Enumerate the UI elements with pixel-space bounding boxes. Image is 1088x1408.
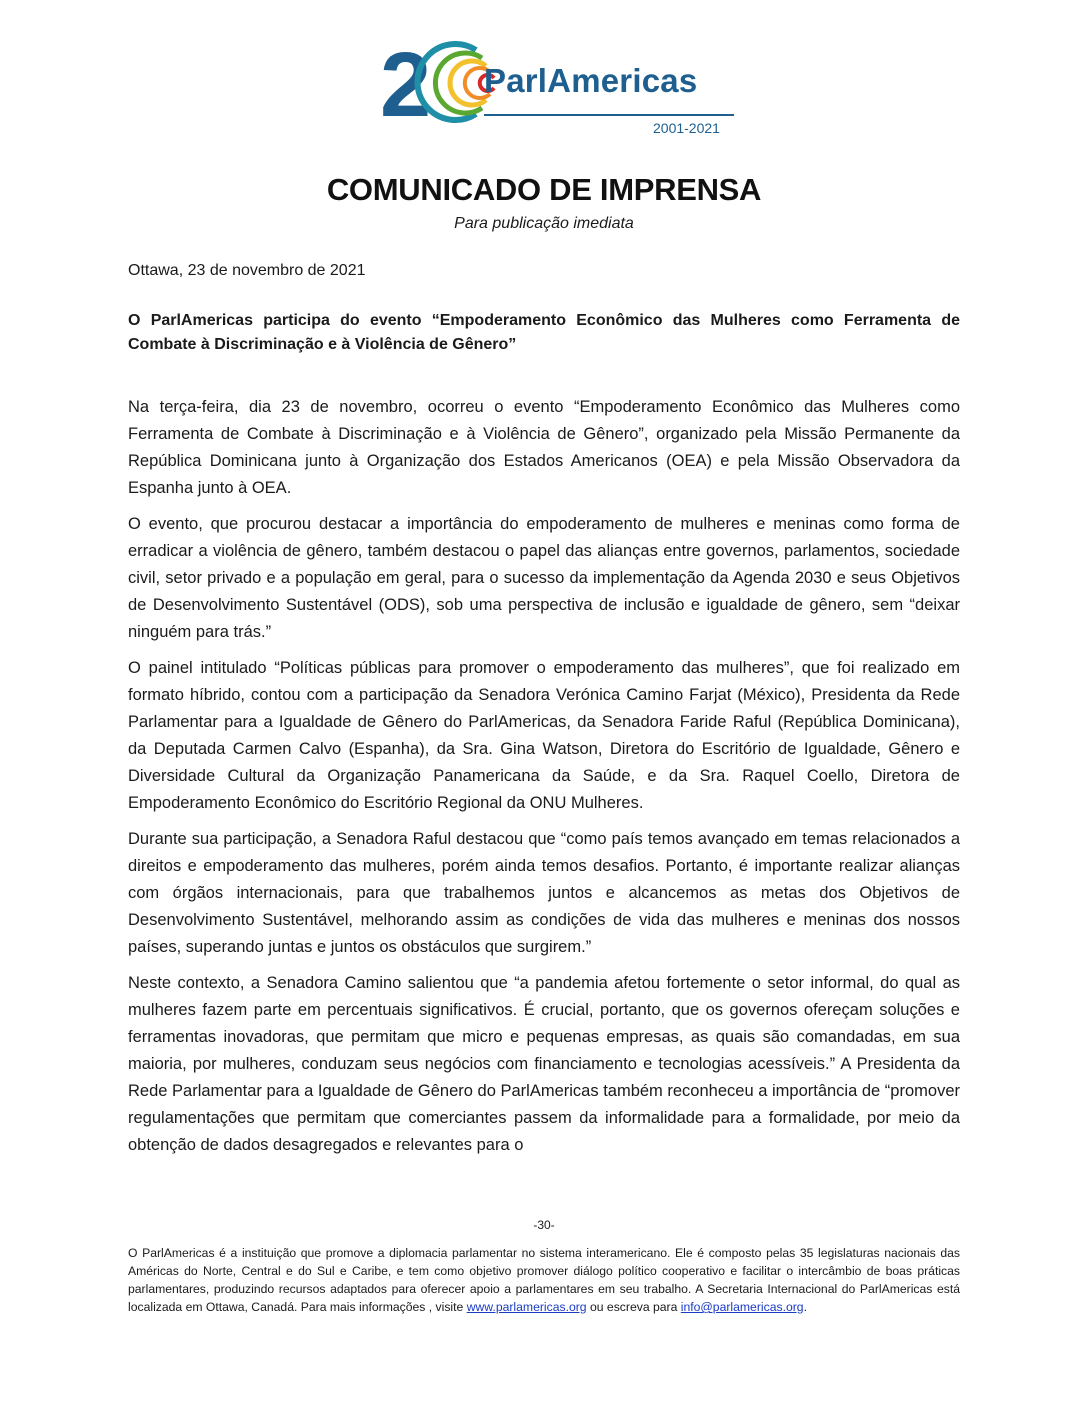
headline: O ParlAmericas participa do evento “Empoderamento Econômico das Mulheres como Ferramenta de Combate à Discriminação e à Violência de Gênero” [128,312,960,353]
paragraph-2: O evento, que procurou destacar a importância do empoderamento de mulheres e meninas como forma de erradicar a violência de gênero, também destacou o papel das alianças entre governos, parlamentos, sociedade civil, setor privado e a população em geral, para o sucesso da implementação da Agenda 2030 e seus Objetivos de Desenvolvimento Sustentável (ODS), sob uma perspectiva de inclusão e igualdade de gênero, sem “deixar ninguém para trás.” [128,515,960,641]
page-subtitle: Para publicação imediata [454,215,634,232]
logo-years: 2001-2021 [653,120,720,136]
footer-end: . [803,1300,807,1314]
parlamericas-logo [378,28,738,140]
paragraph-1: Na terça-feira, dia 23 de novembro, ocorreu o evento “Empoderamento Econômico das Mulheres como Ferramenta de Combate à Discriminação e à Violência de Gênero”, organizado pela Missão Permanente da República Dominicana junto à Organização dos Estados Americanos (OEA) e pela Missão Observadora da Espanha junto à OEA. [128,398,960,497]
paragraph-4: Durante sua participação, a Senadora Raful destacou que “como país temos avançado em temas relacionados a direitos e empoderamento das mulheres, porém ainda temos desafios. Portanto, é importante realizar alianças com órgãos internacionais, para que trabalhemos juntos e alcancemos as metas dos Objetivos de Desenvolvimento Sustentável, melhorando assim as condições de vida das mulheres e meninas dos nossos países, superando juntas e juntos os obstáculos que surgirem.” [128,830,960,956]
press-release-body [128,259,960,1159]
logo-underline [484,114,734,116]
website-link[interactable]: www.parlamericas.org [466,1300,587,1314]
page-title: COMUNICADO DE IMPRENSA [326,172,762,207]
footer-connector: ou escreva para [589,1300,678,1314]
footer-note [128,1244,960,1316]
paragraph-3: O painel intitulado “Políticas públicas para promover o empoderamento das mulheres”, que foi realizado em formato híbrido, contou com a participação da Senadora Verónica Camino Farjat (México), Presidenta da Rede Parlamentar para a Igualdade de Gênero do ParlAmericas, da Senadora Faride Raful (República Dominicana), da Deputada Carmen Calvo (Espanha), da Sra. Gina Watson, Diretora do Escritório de Igualdade, Gênero e Diversidade Cultural da Organização Panamericana da Saúde, e da Sra. Raquel Coello, Diretora de Empoderamento Econômico do Escritório Regional da ONU Mulheres. [128,659,960,812]
page-number: -30- [533,1218,555,1232]
paragraph-5: Neste contexto, a Senadora Camino salientou que “a pandemia afetou fortemente o setor informal, do qual as mulheres fazem parte em percentuais significativos. É crucial, portanto, que os governos ofereçam soluções e ferramentas inovadoras, que permitam que micro e pequenas empresas, as quais são comandadas, em sua maioria, por mulheres, conduzam seus negócios com financiamento e tecnologias acessíveis.” A Presidenta da Rede Parlamentar para a Igualdade de Gênero do ParlAmericas também reconheceu a importância de “promover regulamentações que permitam que comerciantes passem da informalidade para a formalidade, por meio da obtenção de dados desagregados e relevantes para o [128,974,960,1154]
logo-name: ParlAmericas [484,62,698,99]
email-link[interactable]: info@parlamericas.org [680,1300,804,1314]
dateline: Ottawa, 23 de novembro de 2021 [128,262,366,279]
footer-text: O ParlAmericas é a instituição que promove a diplomacia parlamentar no sistema interamericano. Ele é composto pelas 35 legislaturas nacionais das Américas do Norte, Central e do Sul e Caribe, e tem como objetivo promover diálogo político cooperativo e facilitar o intercâmbio de boas práticas parlamentares, produzindo recursos adaptados para oferecer apoio a parlamentares em seu trabalho. A Secretaria Internacional do ParlAmericas está localizada em Ottawa, Canadá. Para mais informações , visite [128,1246,960,1314]
logo-numeral: 2 [380,34,432,136]
logo-emblem-icon [378,28,498,140]
